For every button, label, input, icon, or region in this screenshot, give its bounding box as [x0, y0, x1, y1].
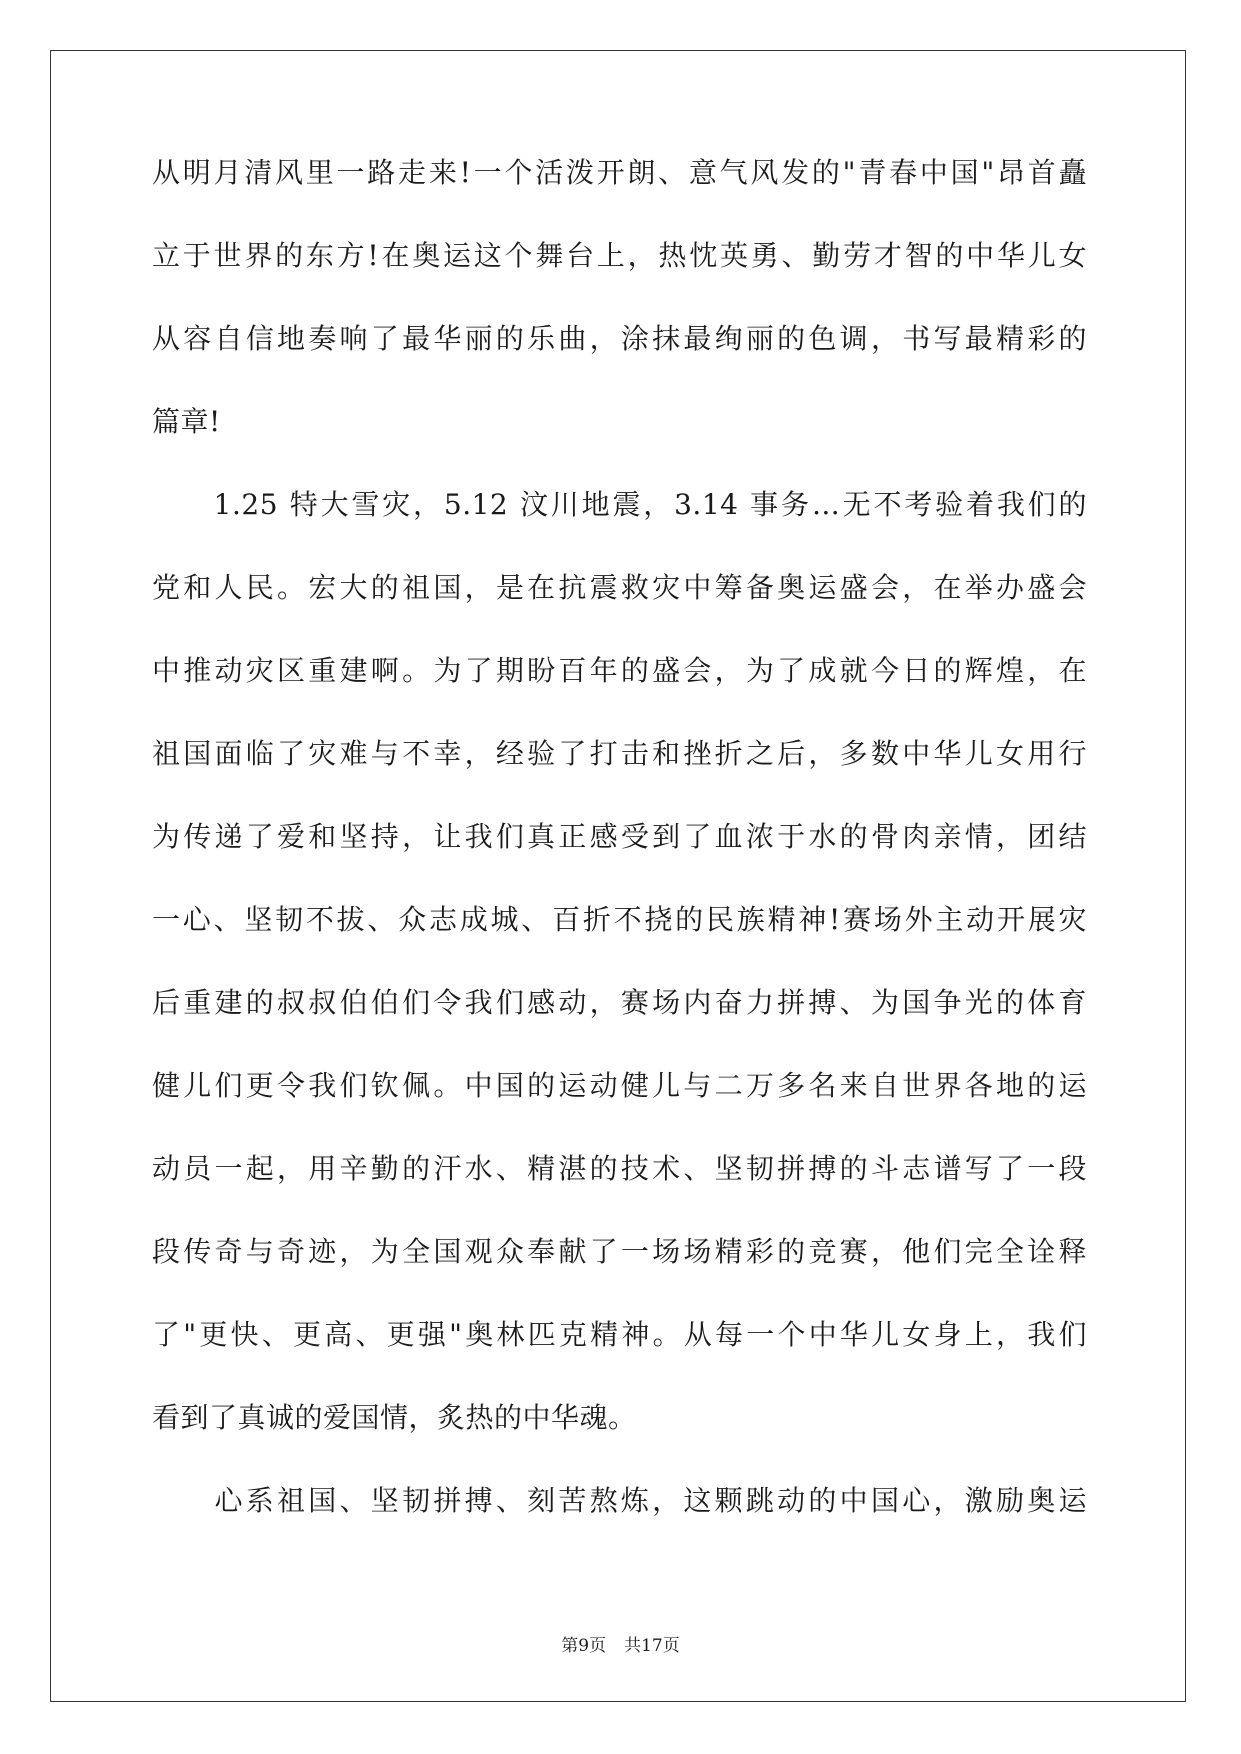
text-line: 了"更快、更高、更强"奥林匹克精神。从每一个中华儿女身上，我们: [152, 1318, 1087, 1351]
text-line: 段传奇与奇迹，为全国观众奉献了一场场精彩的竞赛，他们完全诠释: [152, 1235, 1087, 1268]
text-line: 党和人民。宏大的祖国，是在抗震救灾中筹备奥运盛会，在举办盛会: [152, 571, 1087, 604]
text-line: 从明月清风里一路走来!一个活泼开朗、意气风发的"青春中国"昂首矗: [152, 156, 1087, 189]
text-line: 心系祖国、坚韧拼搏、刻苦熬炼，这颗跳动的中国心，激励奥运: [152, 1484, 1087, 1517]
page-total: 共17页: [624, 1636, 680, 1656]
page-number: 第9页: [561, 1636, 607, 1656]
page-footer: [0, 1631, 1241, 1656]
text-line: 篇章!: [152, 405, 221, 438]
text-line: 从容自信地奏响了最华丽的乐曲，涂抹最绚丽的色调，书写最精彩的: [152, 322, 1087, 355]
text-line: 健儿们更令我们钦佩。中国的运动健儿与二万多名来自世界各地的运: [152, 1069, 1087, 1102]
text-line: 祖国面临了灾难与不幸，经验了打击和挫折之后，多数中华儿女用行: [152, 737, 1087, 770]
text-line: 1.25 特大雪灾，5.12 汶川地震，3.14 事务…无不考验着我们的: [152, 488, 1087, 521]
text-line: 一心、坚韧不拔、众志成城、百折不挠的民族精神!赛场外主动开展灾: [152, 903, 1087, 936]
text-line: 后重建的叔叔伯伯们令我们感动，赛场内奋力拼搏、为国争光的体育: [152, 986, 1087, 1019]
document-body: [152, 158, 1087, 1569]
text-line: 看到了真诚的爱国情，炙热的中华魂。: [152, 1401, 637, 1434]
text-line: 动员一起，用辛勤的汗水、精湛的技术、坚韧拼搏的斗志谱写了一段: [152, 1152, 1087, 1185]
text-line: 中推动灾区重建啊。为了期盼百年的盛会，为了成就今日的辉煌，在: [152, 654, 1087, 687]
text-line: 立于世界的东方!在奥运这个舞台上，热忱英勇、勤劳才智的中华儿女: [152, 239, 1087, 272]
text-line: 为传递了爱和坚持，让我们真正感受到了血浓于水的骨肉亲情，团结: [152, 820, 1087, 853]
